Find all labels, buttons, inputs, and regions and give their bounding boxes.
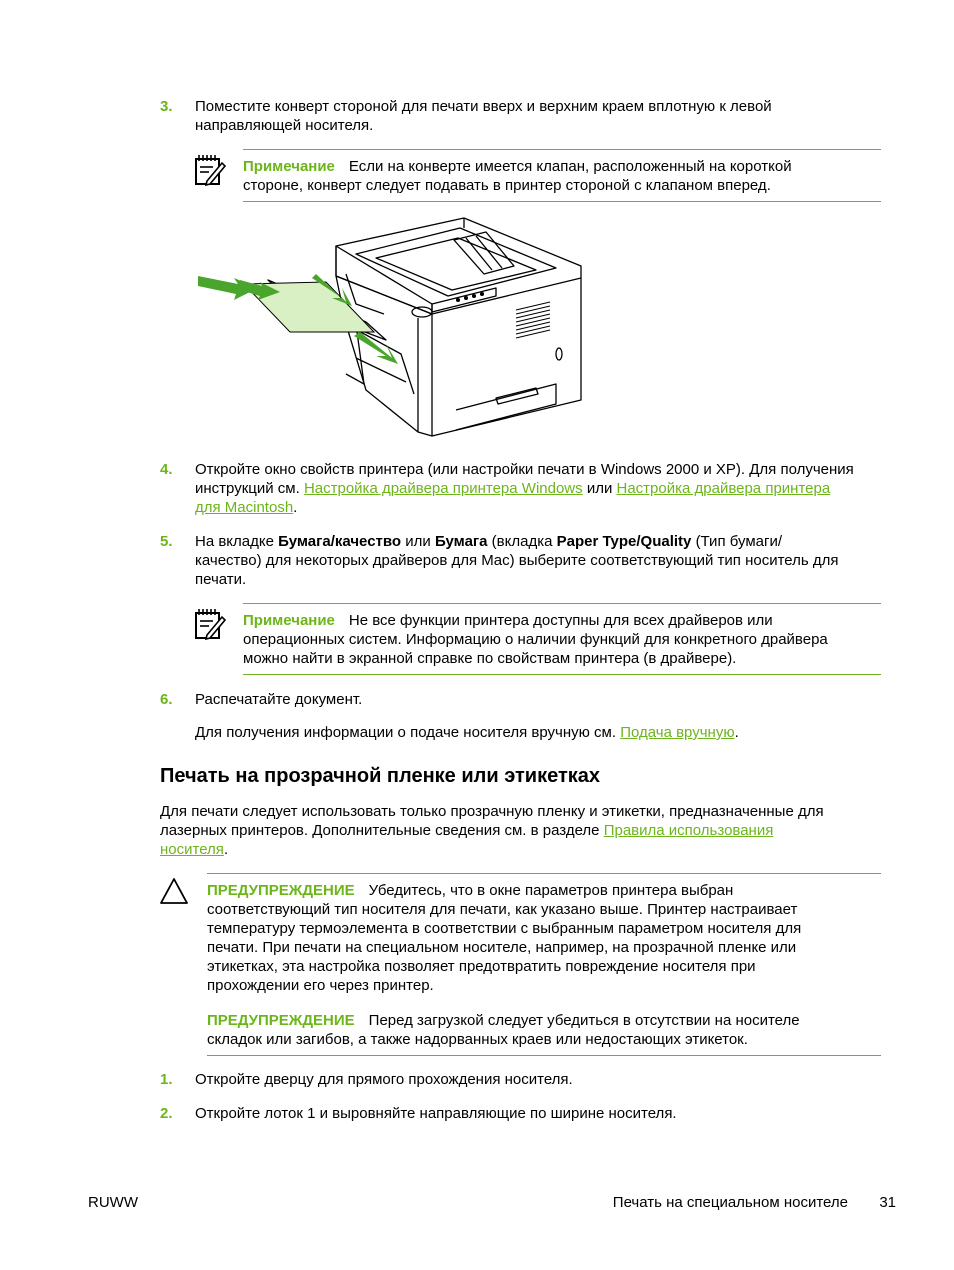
tab-name-paper: Бумага: [434, 533, 488, 550]
step-4-prefix: инструкций см.: [195, 480, 300, 497]
section-para-line3: [160, 840, 228, 859]
section-para-line1: Для печати следует использовать только прозрачную пленку и этикетки, предназначенные для: [160, 803, 824, 820]
link-mac-driver-settings[interactable]: Настройка драйвера принтера: [616, 480, 831, 497]
step-1-text: Откройте дверцу для прямого прохождения носителя.: [195, 1071, 573, 1088]
warning-bottom-rule: [207, 1055, 881, 1056]
section-heading: Печать на прозрачной пленке или этикетках: [160, 765, 600, 787]
section-para-prefix: лазерных принтеров. Дополнительные сведения см. в разделе: [160, 822, 600, 839]
step-3-number: 3.: [160, 98, 173, 115]
link-windows-driver-settings[interactable]: Настройка драйвера принтера Windows: [303, 480, 583, 497]
link-manual-feed[interactable]: Подача вручную: [620, 724, 735, 741]
note-1-label: Примечание: [243, 158, 335, 175]
note-2-line2: операционных систем. Информацию о наличии функций для конкретного драйвера: [243, 631, 828, 648]
note-1-bottom-rule: [243, 201, 881, 202]
warning-1-line4: печати. При печати на специальном носителе, например, на прозрачной пленке или: [207, 939, 797, 956]
note-1-line1: [243, 157, 792, 176]
step-5-post: (Тип бумаги/: [695, 533, 782, 550]
step-6-info-end: .: [734, 724, 739, 741]
link-media-usage-rules[interactable]: Правила использования: [603, 822, 774, 839]
warning-1-line5: этикетках, эта настройка позволяет предотвратить повреждение носителя при: [207, 958, 756, 975]
step-1-number: 1.: [160, 1071, 173, 1088]
warning-1-text: Убедитесь, что в окне параметров принтера выбран: [368, 882, 734, 899]
step-5-line2: качество) для некоторых драйверов для Mac) выберите соответствующий тип носитель для: [195, 552, 839, 569]
section-para-end: .: [223, 841, 229, 858]
note-1-top-rule: [243, 149, 881, 150]
section-para-line2: [160, 821, 773, 840]
step-6-number: 6.: [160, 691, 173, 708]
warning-2-text: Перед загрузкой следует убедиться в отсутствии на носителе: [368, 1012, 800, 1029]
step-3-line2: направляющей носителя.: [195, 117, 374, 134]
note-2-text: Не все функции принтера доступны для всех драйверов или: [348, 612, 773, 629]
step-4-line1: Откройте окно свойств принтера (или настройки печати в Windows 2000 и XP). Для получения: [195, 461, 854, 478]
step-5-mid2: (вкладка: [491, 533, 553, 550]
step-4-number: 4.: [160, 461, 173, 478]
step-4-line2: [195, 479, 830, 498]
step-5-line1: [195, 532, 782, 551]
note-icon: [193, 607, 227, 641]
note-2-top-rule: [243, 603, 881, 604]
step-2-text: Откройте лоток 1 и выровняйте направляющие по ширине носителя.: [195, 1105, 677, 1122]
printer-envelope-illustration: [196, 214, 586, 442]
warning-2-line1: [207, 1011, 800, 1030]
step-4-mid: или: [586, 480, 613, 497]
warning-1-line2: соответствующий тип носителя для печати, как указано выше. Принтер настраивает: [207, 901, 798, 918]
note-1-text: Если на конверте имеется клапан, расположенный на короткой: [348, 158, 792, 175]
note-2-bottom-rule: [243, 674, 881, 675]
warning-1-line1: [207, 881, 733, 900]
step-5-mid1: или: [405, 533, 431, 550]
note-2-line3: можно найти в экранной справке по свойствам принтера (в драйвере).: [243, 650, 737, 667]
note-2-line1: [243, 611, 773, 630]
note-1-line2: стороне, конверт следует подавать в принтер стороной с клапаном вперед.: [243, 177, 771, 194]
footer-left: RUWW: [88, 1194, 138, 1211]
warning-1-line3: температуру термоэлемента в соответствии с выбранным параметром носителя для: [207, 920, 802, 937]
step-3-line1: Поместите конверт стороной для печати вверх и верхним краем вплотную к левой: [195, 98, 772, 115]
warning-2-line2: складок или загибов, а также надорванных краев или недостающих этикеток.: [207, 1031, 748, 1048]
step-4-end: .: [293, 499, 298, 516]
step-6-info-prefix: Для получения информации о подаче носителя вручную см.: [195, 724, 617, 741]
footer-page-number: 31: [879, 1194, 896, 1211]
warning-1-line6: прохождении его через принтер.: [207, 977, 434, 994]
note-icon: [193, 153, 227, 187]
warning-triangle-icon: [159, 877, 189, 905]
link-mac-driver-settings-cont[interactable]: для Macintosh: [195, 499, 294, 516]
footer-chapter-title: Печать на специальном носителе: [612, 1194, 848, 1211]
step-5-line3: печати.: [195, 571, 247, 588]
step-5-pre: На вкладке: [195, 533, 274, 550]
warning-top-rule: [207, 873, 881, 874]
tab-name-paper-type-quality: Paper Type/Quality: [556, 533, 692, 550]
link-media-usage-rules-cont[interactable]: носителя: [160, 841, 224, 858]
tab-name-paper-quality: Бумага/качество: [278, 533, 402, 550]
note-2-label: Примечание: [243, 612, 335, 629]
step-6-line1: Распечатайте документ.: [195, 691, 363, 708]
step-6-info: [195, 723, 739, 742]
step-5-number: 5.: [160, 533, 173, 550]
step-4-line3: [195, 498, 297, 517]
warning-2-label: ПРЕДУПРЕЖДЕНИЕ: [207, 1012, 355, 1029]
warning-1-label: ПРЕДУПРЕЖДЕНИЕ: [207, 882, 355, 899]
step-2-number: 2.: [160, 1105, 173, 1122]
